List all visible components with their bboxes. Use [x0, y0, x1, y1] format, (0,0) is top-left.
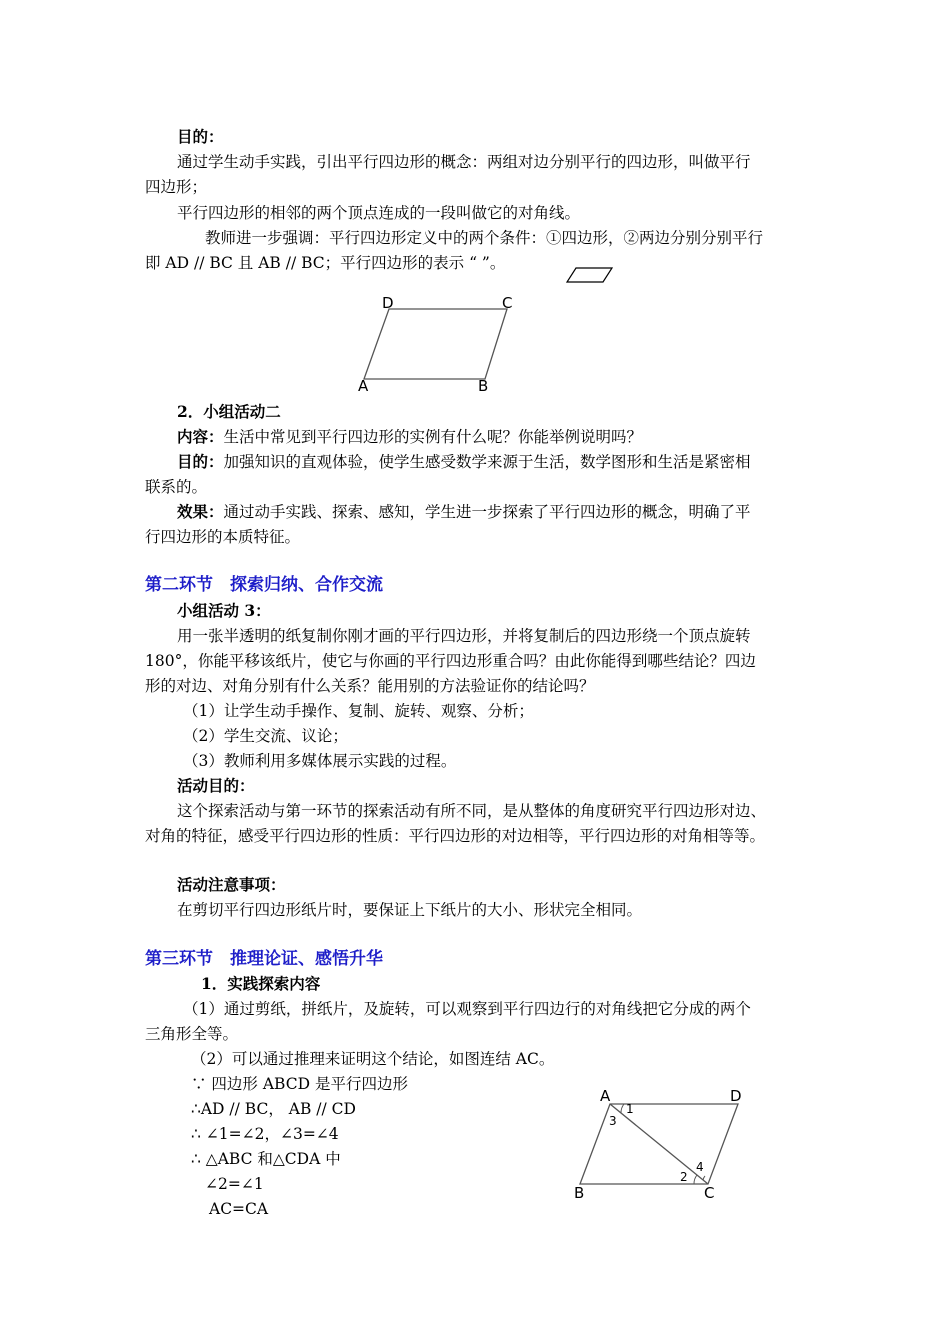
- activity2-content: [177, 427, 642, 447]
- vertex-label-d2: D: [730, 1087, 742, 1105]
- proof-line-2: ∴AD // BC， AB // CD: [191, 1100, 356, 1118]
- content-label: 内容：: [177, 427, 224, 446]
- purpose-text: 加强知识的直观体验，使学生感受数学来源于生活，数学图形和生活是紧密相: [223, 453, 751, 471]
- activity-purpose-label: 活动目的：: [177, 776, 255, 795]
- proof-line-6: AC=CA: [209, 1200, 269, 1218]
- activity2-effect-line1: [177, 502, 751, 522]
- diagonal-definition: 平行四边形的相邻的两个顶点连成的一段叫做它的对角线。: [177, 204, 581, 222]
- section2-heading: 第二环节 探索归纳、合作交流: [145, 575, 383, 595]
- vertex-label-a: A: [358, 377, 369, 395]
- notes-label: 活动注意事项：: [177, 875, 286, 894]
- proof-line-3: ∴ ∠1=∠2，∠3=∠4: [191, 1125, 339, 1143]
- practice-point1-line1: （1）通过剪纸，拼纸片，及旋转，可以观察到平行四边行的对角线把它分成的两个: [183, 1000, 751, 1018]
- vertex-label-d: D: [382, 294, 394, 312]
- activity3-title: 小组活动 3：: [177, 601, 271, 620]
- parallelogram-symbol-icon: [566, 266, 614, 284]
- activity3-step-2: （2）学生交流、议论；: [183, 727, 348, 745]
- activity2-purpose-line2: 联系的。: [145, 478, 208, 496]
- purpose-label-2: 目的：: [177, 452, 224, 471]
- section3-heading: 第三环节 推理论证、感悟升华: [145, 949, 383, 969]
- vertex-label-c2: C: [704, 1184, 715, 1202]
- activity3-text-line2: 180°，你能平移该纸片，使它与你画的平行四边形重合吗？由此你能得到哪些结论？四边: [145, 652, 756, 670]
- activity3-step-3: （3）教师利用多媒体展示实践的过程。: [183, 752, 457, 770]
- proof-line-4: ∴ △ABC 和△CDA 中: [191, 1150, 341, 1168]
- vertex-label-b2: B: [574, 1184, 585, 1202]
- definition-text-line2: 四边形；: [145, 178, 208, 196]
- angle-label-4: 4: [696, 1160, 704, 1174]
- parallelogram-abcd-figure: [350, 292, 530, 396]
- teacher-emphasis-line2: 即 AD // BC 且 AB // BC；平行四边形的表示 “ ”。: [145, 254, 506, 272]
- practice-point2: （2）可以通过推理来证明这个结论，如图连结 AC。: [191, 1050, 555, 1068]
- teacher-emphasis-line1: 教师进一步强调：平行四边形定义中的两个条件：①四边形，②两边分别分别平行: [205, 229, 764, 247]
- notes-text: 在剪切平行四边形纸片时，要保证上下纸片的大小、形状完全相同。: [177, 901, 643, 919]
- vertex-label-b: B: [478, 377, 489, 395]
- effect-text: 通过动手实践、探索、感知，学生进一步探索了平行四边形的概念，明确了平: [223, 503, 751, 521]
- activity2-effect-line2: 行四边形的本质特征。: [145, 528, 301, 546]
- angle-label-1: 1: [626, 1102, 634, 1116]
- activity2-title: 2．小组活动二: [177, 402, 281, 421]
- purpose-label: 目的：: [177, 127, 224, 146]
- activity-purpose-line1: 这个探索活动与第一环节的探索活动有所不同，是从整体的角度研究平行四边形对边、: [177, 802, 767, 820]
- parallelogram-with-diagonal-figure: [568, 1084, 758, 1204]
- proof-line-1: ∵ 四边形 ABCD 是平行四边形: [191, 1075, 408, 1093]
- activity3-text-line3: 形的对边、对角分别有什么关系？能用别的方法验证你的结论吗？: [145, 677, 595, 695]
- vertex-label-c: C: [502, 294, 513, 312]
- effect-label: 效果：: [177, 502, 224, 521]
- content-text: 生活中常见到平行四边形的实例有什么呢？你能举例说明吗？: [223, 428, 643, 446]
- activity3-step-1: （1）让学生动手操作、复制、旋转、观察、分析；: [183, 702, 534, 720]
- activity2-purpose-line1: [177, 452, 751, 472]
- activity-purpose-line2: 对角的特征，感受平行四边形的性质：平行四边形的对边相等，平行四边形的对角相等等。: [145, 827, 766, 845]
- proof-line-5: ∠2=∠1: [205, 1175, 264, 1193]
- angle-label-3: 3: [609, 1114, 617, 1128]
- practice-subtitle: 1．实践探索内容: [201, 974, 321, 993]
- practice-point1-line2: 三角形全等。: [145, 1025, 239, 1043]
- activity3-text-line1: 用一张半透明的纸复制你刚才画的平行四边形，并将复制后的四边形绕一个顶点旋转: [177, 627, 751, 645]
- vertex-label-a2: A: [600, 1087, 611, 1105]
- angle-label-2: 2: [680, 1170, 688, 1184]
- definition-text-line1: 通过学生动手实践，引出平行四边形的概念：两组对边分别平行的四边形，叫做平行: [177, 153, 751, 171]
